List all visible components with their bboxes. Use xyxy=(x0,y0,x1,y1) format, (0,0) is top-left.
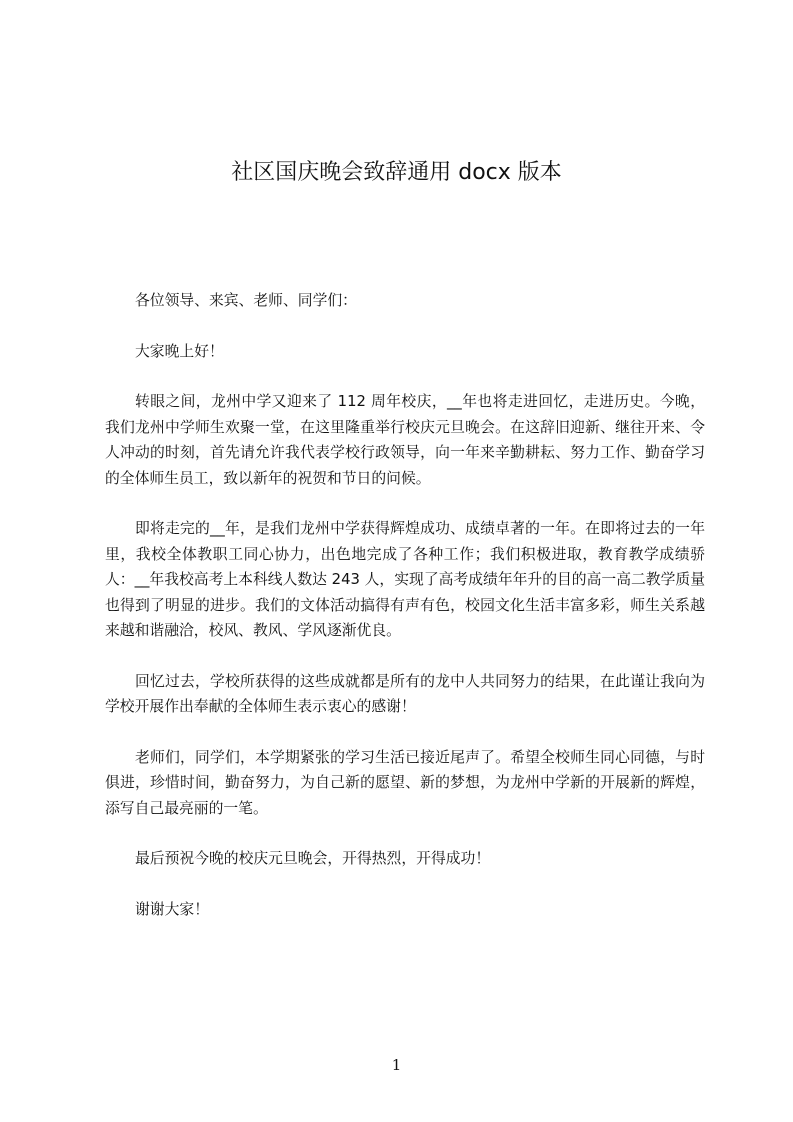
body-paragraph: 即将走完的__年，是我们龙州中学获得辉煌成功、成绩卓著的一年。在即将过去的一年里，我校全体教职工同心协力，出色地完成了各种工作；我们积极进取，教育教学成绩骄人：__年我校高考上本科线人数达 243 人，实现了高考成绩年年升的目的高一高二教学质量也得到了明显的进步。我们的文体活动搞得有声有色，校园文化生活丰富多彩，师生关系越来越和谐融洽，校风、教风、学风逐渐优良。 xyxy=(105,520,705,639)
salutation-paragraph: 各位领导、来宾、老师、同学们： xyxy=(135,292,357,309)
greeting-paragraph: 大家晚上好！ xyxy=(135,342,224,360)
body-paragraph: 回忆过去，学校所获得的这些成就都是所有的龙中人共同努力的结果，在此谨让我向为学校开展作出奉献的全体师生表示衷心的感谢！ xyxy=(105,672,705,715)
body-paragraph: 老师们，同学们，本学期紧张的学习生活已接近尾声了。希望全校师生同心同德，与时俱进，珍惜时间，勤奋努力，为自己新的愿望、新的梦想，为龙州中学新的开展新的辉煌，添写自己最亮丽的一笔。 xyxy=(105,748,705,817)
document-body xyxy=(105,288,705,922)
body-paragraph: 转眼之间，龙州中学又迎来了 112 周年校庆，__年也将走进回忆，走进历史。今晚，我们龙州中学师生欢聚一堂，在这里隆重举行校庆元旦晚会。在这辞旧迎新、继往开来、令人冲动的时刻，首先请允许我代表学校行政领导，向一年来辛勤耕耘、努力工作、勤奋学习的全体师生员工，致以新年的祝贺和节日的问候。 xyxy=(105,393,705,487)
page-number: 1 xyxy=(391,1056,402,1074)
document-title: 社区国庆晚会致辞通用 docx 版本 xyxy=(231,159,562,185)
thanks-paragraph: 谢谢大家！ xyxy=(135,900,209,918)
closing-wishes-paragraph: 最后预祝今晚的校庆元旦晚会，开得热烈，开得成功！ xyxy=(135,850,491,867)
